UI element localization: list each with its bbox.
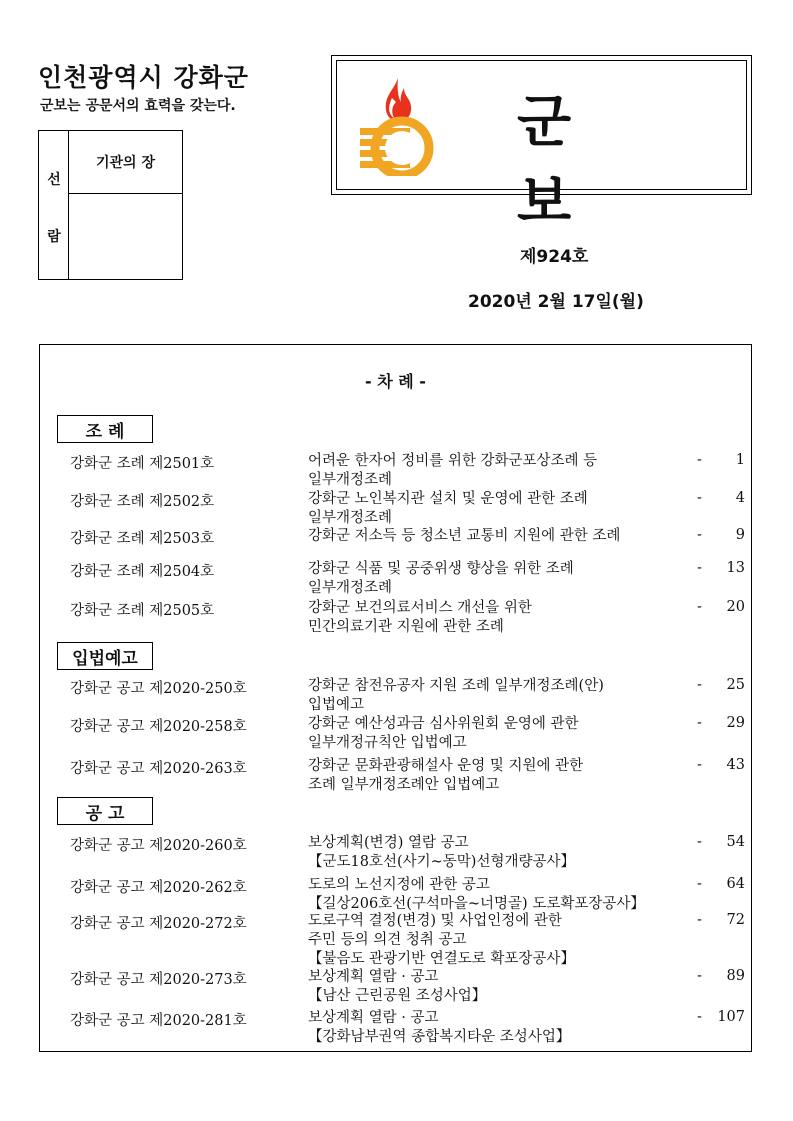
toc-entry-title-line: 보상계획(변경) 열람 공고: [308, 835, 469, 851]
masthead: [331, 55, 752, 235]
toc-entry-title: [308, 834, 690, 872]
toc-entry-title-line: 도로의 노선지정에 관한 공고: [308, 877, 490, 893]
table-of-contents: [39, 344, 752, 1052]
approval-side-top: 선: [47, 172, 61, 188]
toc-entry-title: [308, 968, 690, 1006]
toc-entry-dash: -: [697, 757, 702, 773]
toc-entry-title-line: 입법예고: [308, 697, 365, 713]
toc-entry-title-line: 어려운 한자어 정비를 위한 강화군포상조례 등: [308, 453, 598, 469]
toc-entry-title-line: 민간의료기관 지원에 관한 조례: [308, 619, 504, 635]
toc-entry-dash: -: [697, 912, 702, 928]
toc-entry-number: 강화군 공고 제2020-272호: [70, 916, 247, 932]
toc-entry-title-line: 강화군 보건의료서비스 개선을 위한: [308, 600, 532, 616]
toc-entry-title-line: 일부개정조례: [308, 472, 393, 488]
toc-entry-title-line: 강화군 식품 및 공중위생 향상을 위한 조례: [308, 561, 574, 577]
toc-section-header: 조 례: [57, 415, 153, 443]
toc-entry-page: 72: [726, 912, 745, 928]
toc-entry-number: 강화군 공고 제2020-273호: [70, 972, 247, 988]
toc-entry-title: [308, 527, 690, 546]
toc-entry-dash: -: [697, 1009, 702, 1025]
toc-entry-dash: -: [697, 560, 702, 576]
toc-entry-title-line: 강화군 문화관광해설사 운영 및 지원에 관한: [308, 758, 584, 774]
toc-entry-title: [308, 490, 690, 528]
org-subtitle: 군보는 공문서의 효력을 갖는다.: [40, 98, 236, 114]
toc-entry-number: 강화군 공고 제2020-260호: [70, 838, 247, 854]
toc-entry-dash: -: [697, 452, 702, 468]
toc-entry-title-line: 강화군 저소득 등 청소년 교통비 지원에 관한 조례: [308, 528, 621, 544]
toc-entry-title-line: 강화군 예산성과금 심사위원회 운영에 관한: [308, 716, 579, 732]
toc-entry-title: [308, 452, 690, 490]
toc-entry-title: [308, 876, 690, 914]
toc-entry-number: 강화군 조례 제2501호: [70, 456, 215, 472]
toc-entry-title: [308, 912, 690, 969]
toc-entry-page: 25: [726, 677, 745, 693]
toc-entry-dash: -: [697, 968, 702, 984]
issue-number: 제924호: [520, 247, 589, 267]
toc-entry-page: 29: [726, 715, 745, 731]
toc-entry-title-line: 【군도18호선(사기~동막)선형개량공사】: [308, 854, 576, 870]
toc-entry-number: 강화군 공고 제2020-263호: [70, 761, 247, 777]
toc-entry-number: 강화군 공고 제2020-250호: [70, 681, 247, 697]
approval-box: [38, 130, 183, 280]
approval-head-label: 기관의 장: [69, 131, 182, 194]
toc-entry-title-line: 일부개정조례: [308, 580, 393, 596]
toc-entry-page: 9: [735, 527, 745, 543]
toc-entry-page: 43: [726, 757, 745, 773]
approval-side-label: [39, 131, 69, 279]
toc-entry-title-line: 강화군 참전유공자 지원 조례 일부개정조례(안): [308, 678, 604, 694]
toc-entry-title-line: 조례 일부개정조례안 입법예고: [308, 777, 500, 793]
toc-entry-title-line: 주민 등의 의견 청취 공고: [308, 932, 467, 948]
toc-entry-title-line: 강화군 노인복지관 설치 및 운영에 관한 조례: [308, 491, 588, 507]
toc-entry-title: [308, 757, 690, 795]
toc-entry-title-line: 【길상206호선(구석마을~너명골) 도로확포장공사】: [308, 896, 645, 912]
toc-entry-page: 20: [726, 599, 745, 615]
toc-entry-dash: -: [697, 599, 702, 615]
toc-entry-number: 강화군 조례 제2502호: [70, 494, 215, 510]
toc-entry-number: 강화군 공고 제2020-258호: [70, 719, 247, 735]
org-title: 인천광역시 강화군: [38, 63, 249, 92]
masthead-title: 군 보: [517, 90, 682, 235]
toc-section-header: 공 고: [57, 797, 153, 825]
toc-section-header: 입법예고: [57, 642, 153, 670]
toc-entry-title: [308, 715, 690, 753]
toc-entry-title: [308, 677, 690, 715]
toc-entry-dash: -: [697, 677, 702, 693]
county-emblem-icon: [354, 76, 444, 176]
toc-entry-page: 4: [735, 490, 745, 506]
toc-entry-page: 64: [726, 876, 745, 892]
toc-entry-number: 강화군 조례 제2504호: [70, 564, 215, 580]
issue-date: 2020년 2월 17일(월): [468, 292, 644, 312]
toc-entry-page: 1: [735, 452, 745, 468]
toc-entry-title-line: 【불음도 관광기반 연결도로 확포장공사】: [308, 951, 575, 967]
toc-entry-title-line: 보상계획 열람 · 공고: [308, 1010, 439, 1026]
toc-entry-page: 89: [726, 968, 745, 984]
approval-side-bottom: 람: [47, 229, 61, 245]
toc-entry-title: [308, 560, 690, 598]
toc-entry-dash: -: [697, 834, 702, 850]
toc-entry-title: [308, 1009, 690, 1047]
toc-entry-title-line: 도로구역 결정(변경) 및 사업인정에 관한: [308, 913, 562, 929]
toc-entry-number: 강화군 공고 제2020-281호: [70, 1013, 247, 1029]
toc-entry-title-line: 【강화남부권역 종합복지타운 조성사업】: [308, 1029, 571, 1045]
toc-entry-title-line: 【남산 근린공원 조성사업】: [308, 988, 487, 1004]
toc-entry-dash: -: [697, 527, 702, 543]
toc-entry-dash: -: [697, 715, 702, 731]
toc-entry-dash: -: [697, 490, 702, 506]
toc-entry-page: 107: [717, 1009, 745, 1025]
toc-title: - 차 례 -: [365, 372, 426, 391]
toc-entry-title-line: 일부개정조례: [308, 510, 393, 526]
toc-entry-title: [308, 599, 690, 637]
toc-entry-dash: -: [697, 876, 702, 892]
toc-entry-title-line: 보상계획 열람 · 공고: [308, 969, 439, 985]
toc-entry-page: 13: [726, 560, 745, 576]
toc-entry-page: 54: [726, 834, 745, 850]
toc-entry-number: 강화군 공고 제2020-262호: [70, 880, 247, 896]
toc-entry-number: 강화군 조례 제2503호: [70, 531, 215, 547]
toc-entry-number: 강화군 조례 제2505호: [70, 603, 215, 619]
toc-entry-title-line: 일부개정규칙안 입법예고: [308, 735, 467, 751]
